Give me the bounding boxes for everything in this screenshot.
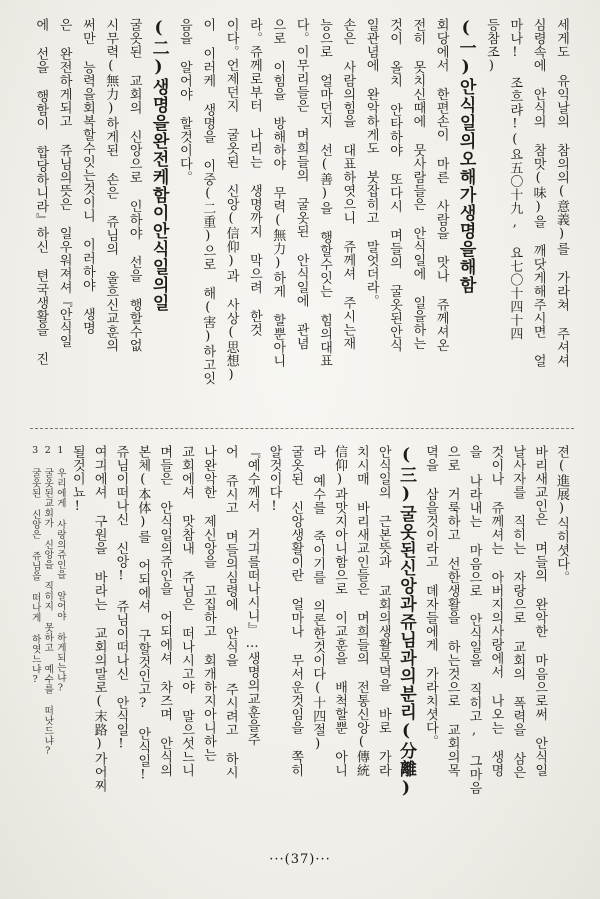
bottom-study-question: 2 굴옷된교회가 신앙을 직히지 못하고 예수를 떠낫드냐?: [42, 445, 54, 757]
top-text-column: 써만 능력을회복할수잇는것이니 이러하야 생명: [79, 18, 95, 335]
top-text-column: 손은 사람의힘을 대표하엿으니 쥬께셔 주시는재: [340, 18, 356, 350]
bottom-text-column: 바리새교인은 며들의 완악한 마음으로써 안식일: [532, 445, 548, 777]
bottom-text-column: 라 예수를 죽이기를 의론한것이다(十四절): [310, 445, 326, 752]
top-section-heading: (一)안식일의오해가생명을해함: [455, 18, 476, 294]
top-text-column: 것이 올치 안타하야 또다시 며들의 굴옷된안식: [387, 18, 402, 352]
top-text-column: 은 완전하게되고 쥬님의뜻은 일우워져셔『안식일: [56, 18, 72, 348]
bottom-text-column: 젼(進展)식히셧다。: [554, 445, 569, 584]
top-text-column: 에 선을 행함이 합당하니라』하신 텬국생활을 진: [33, 18, 49, 366]
bottom-study-question: 3 굴옷된 신앙은 쥬님을 떠나게 하엿느냐?: [30, 445, 41, 686]
top-text-column: 심령속에 안식의 참맛(味)을 깨닷게해주시면 얼: [530, 18, 546, 368]
bottom-text-column: 나완악한 제신앙을 고집하고 회개하지아니하는: [200, 445, 216, 762]
top-text-column: 등참조): [483, 18, 499, 74]
bottom-text-column: 『예수께서 거긔를떠나시니』…생명의교훈을주: [244, 445, 260, 746]
bottom-text-column: 信仰)과맛지아니함으로 이교훈을 배척할뿐 아니: [332, 445, 348, 777]
bottom-text-column: 을 나라내는 마음으로 안식일을 직히고, 그마음: [466, 445, 482, 795]
top-text-column: 일관념에 완악하게도 붓잡히고 말엇더라。: [363, 18, 379, 308]
bottom-text-column: 본체(本体)를 어되에셔 구할것인고? 안식일!: [135, 445, 151, 783]
top-text-column: 마나! 조흐랴!(요五〇十九, 요七〇十四十四: [507, 18, 523, 341]
bottom-text-column: 여긔에셔 구원을 바라는 교회의말로(末路)가어찌: [91, 445, 107, 793]
bottom-text-column: 쥬님이떠나신 신앙! 쥬님이떠나신 안식일!: [113, 445, 129, 752]
bottom-text-column: 며들은 안식일의쥬인을 어되에셔 차즈며 안식의: [157, 445, 173, 777]
bottom-study-question: 1 우리에게 사랑의쥬인을 알어야 하게되는냐?: [55, 445, 66, 694]
top-text-column: 라。쥬께로부터 나리는 생명까지 막으려 한것: [246, 18, 262, 337]
top-section-heading: (二)생명을완전케함이안식일의일: [148, 18, 169, 312]
bottom-text-column: 것이나 쥬께셔는 아버지의사랑에서 나오는 생명: [488, 445, 504, 777]
bottom-section-heading: (三)굴옷된신앙과쥬님과의분리(分離): [395, 445, 416, 799]
bottom-text-column: 치시매 바리새교인들은 며희들의 전통신앙(傳統: [353, 445, 369, 777]
bottom-text-column: 될것이뇨!: [69, 445, 85, 515]
bottom-text-column: 굴옷된 신앙생활이란 얼마나 무서운것임을 쪽히: [288, 445, 304, 777]
bottom-text-column: 뎍을 삼을것이라고 뎨자들에게 가라치셧다。: [422, 445, 438, 748]
bottom-text-column: 어 쥬시고 며들의심령에 안식을 주시려고 하시: [222, 445, 238, 779]
bottom-text-column: 안식일의 근본뜻과 교회의생활목뎍을 바로 가라: [375, 445, 391, 777]
bottom-text-column: 날사자를 직히는 자랑으로 교회의 폭력을 삼은: [510, 445, 526, 779]
bottom-text-column: 교회에셔 맛참내 쥬님은 떠나시고야 말으섯느니: [179, 445, 195, 777]
bottom-text-block: [30, 445, 574, 845]
bottom-text-column: 알것이다!: [266, 445, 282, 515]
top-text-column: 굴옷된 교회의 신앙으로 인하야 선을 행할수없: [126, 18, 142, 352]
top-text-column: 능으로 얼마던지 선(善)을 행할수잇는 힘의대표: [316, 18, 332, 368]
top-text-block: [30, 18, 574, 410]
bottom-text-column: 으로 거룩하고 선한생활을 하는것으로 교회의목: [444, 445, 460, 777]
top-text-column: 이다。언제던지 굴옷된 신앙(信仰)과 사상(思想): [223, 18, 239, 383]
page-number: ···(37)···: [269, 852, 331, 867]
top-text-column: 시무력(無力)하게된 손은 쥬님의 울흐신교훈의: [103, 18, 119, 352]
top-text-column: 세게도 유익날의 참의의(意義)를 가라쳐 주셔셔: [554, 18, 569, 368]
top-text-column: 으로 이힘을 방해하야 무력(無力)하게 할뿐아니: [270, 18, 286, 368]
top-text-column: 전히 못치신때에 뭇사람들은 안식일에 일을하는: [410, 18, 426, 350]
top-text-column: 회당에서 한편손이 마른 사람을 맛나 쥬께셔온: [433, 18, 449, 352]
top-text-column: 음을 알어야 할것이다。: [176, 18, 192, 184]
top-text-column: 이 이러케 생명을 이중(二重)으로 해(害)하고잇: [200, 18, 216, 385]
section-divider: [30, 428, 574, 429]
top-text-column: 다。이무리들은 며희들의 굴옷된 안식일에 관념: [293, 18, 309, 350]
